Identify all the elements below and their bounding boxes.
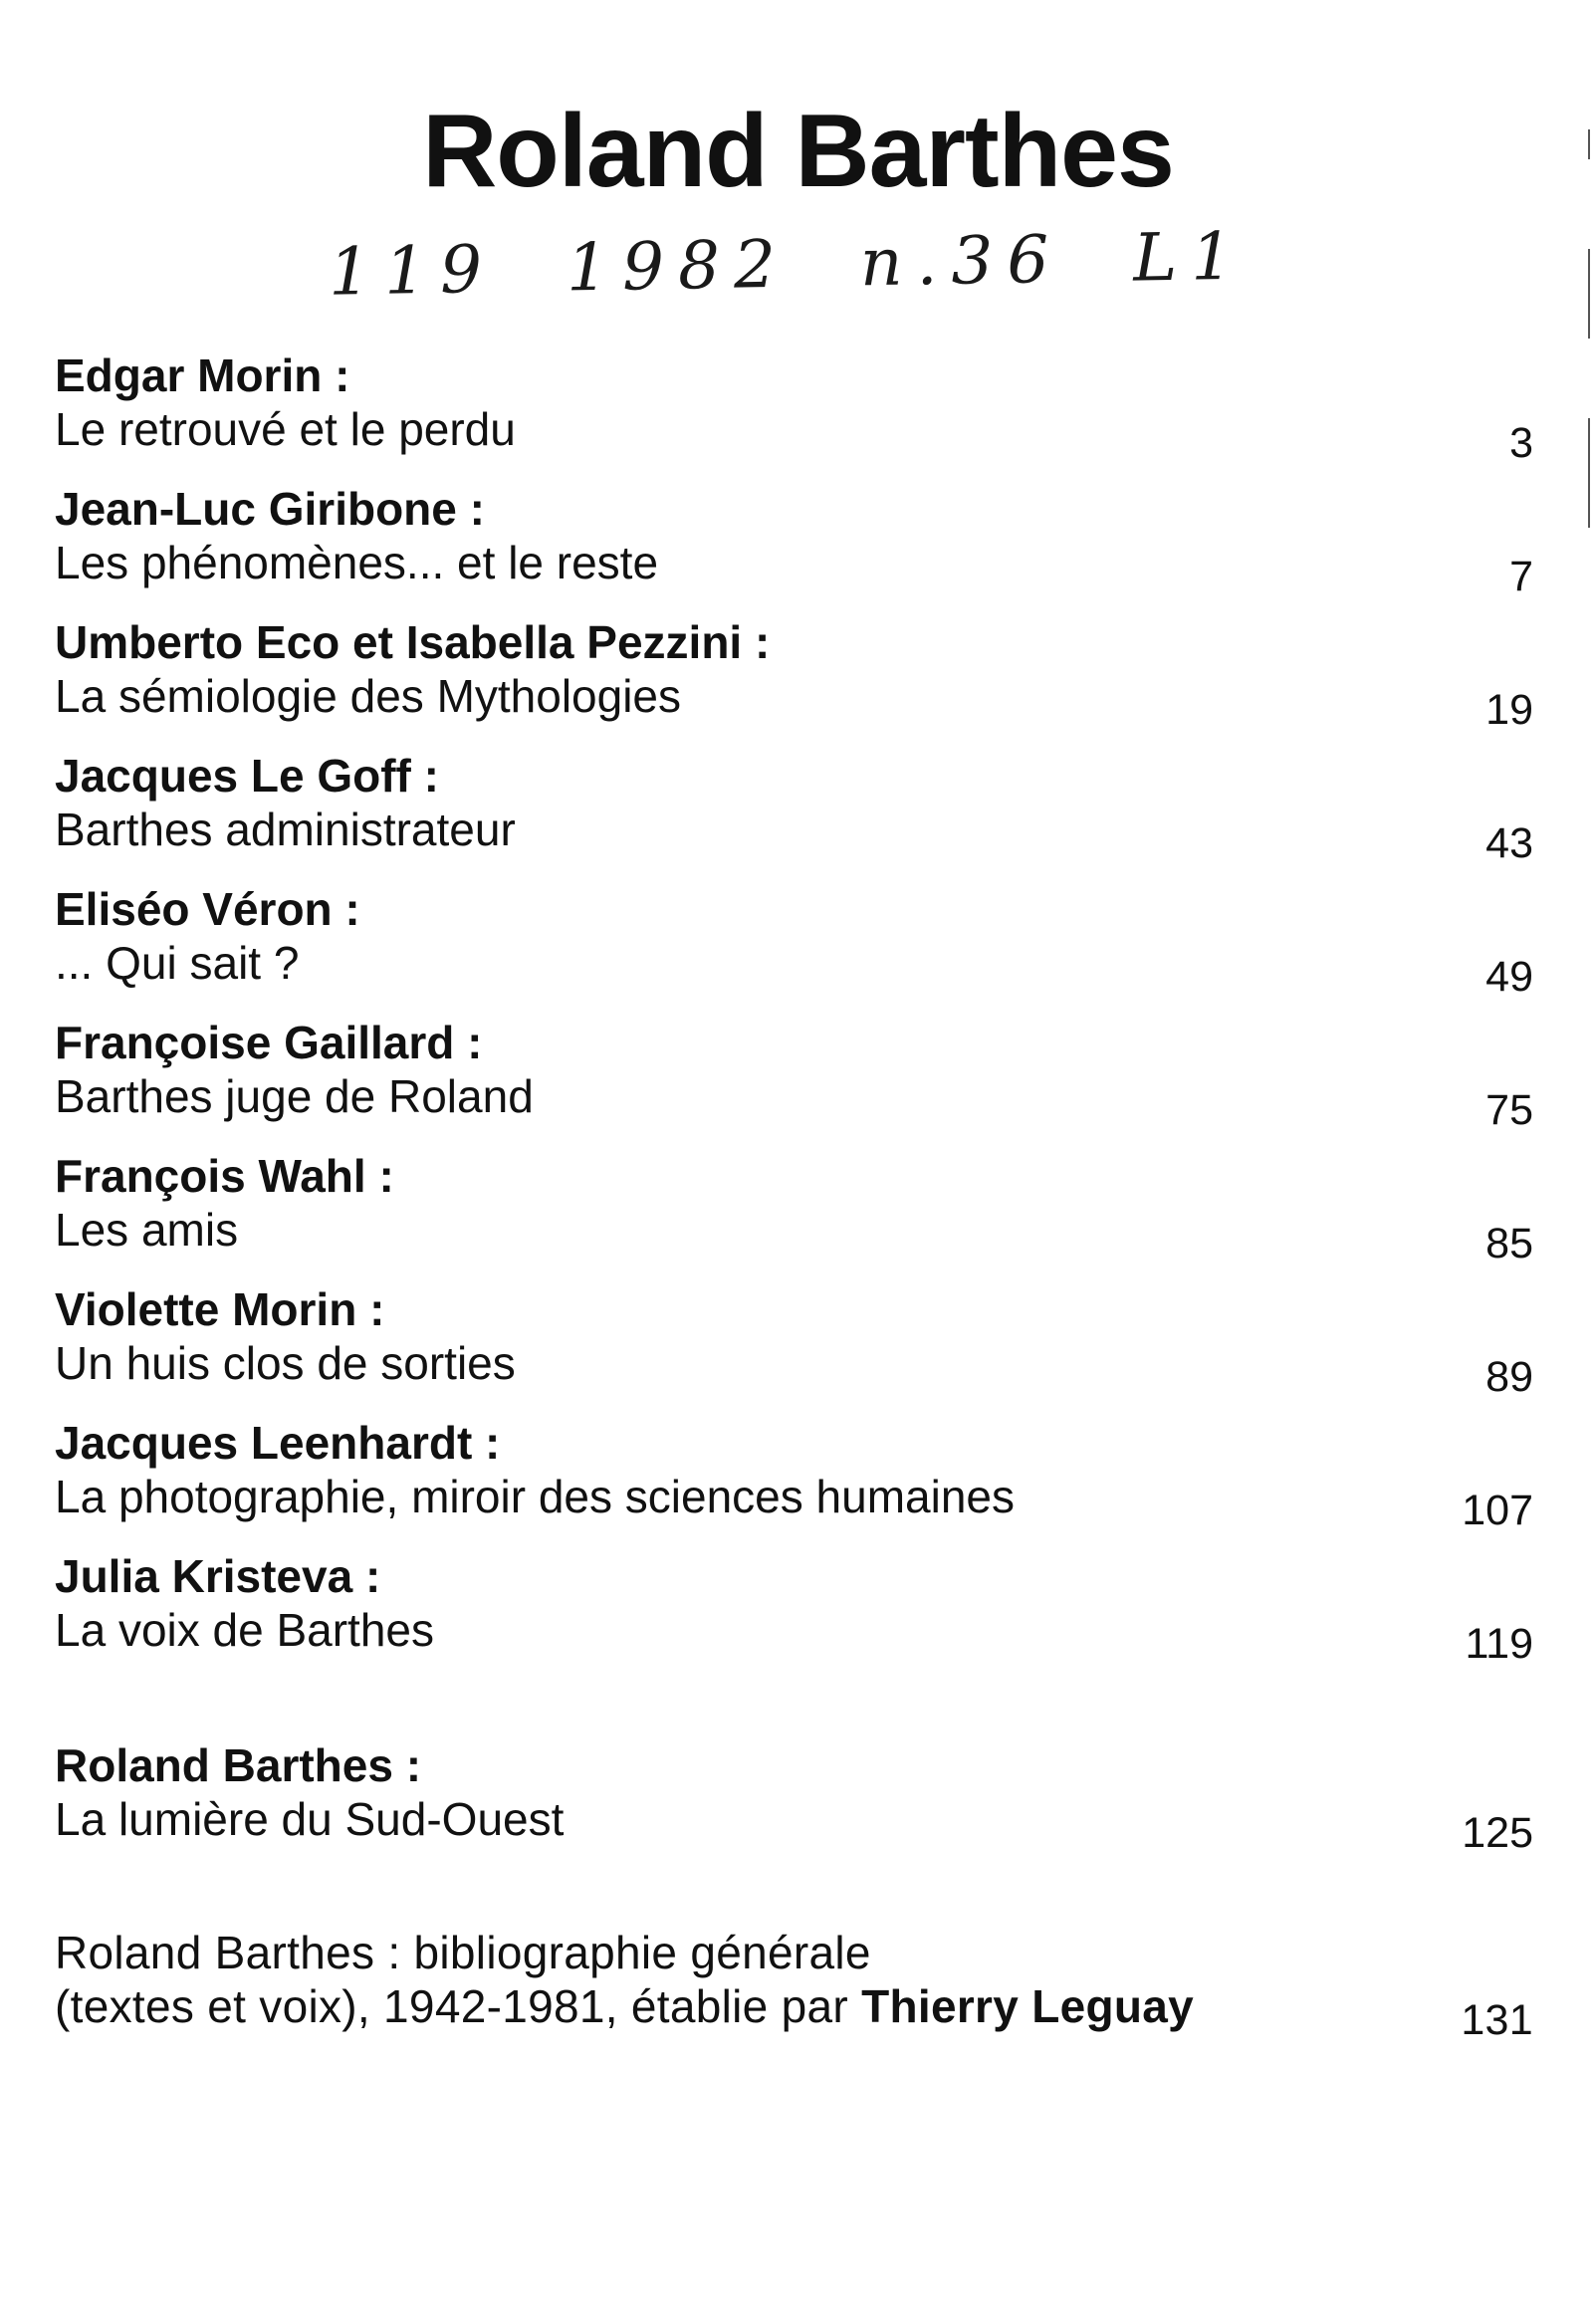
entry-page-number: 49 [1485, 953, 1533, 1001]
entry-line [55, 1792, 1533, 1857]
entry-title: Le retrouvé et le perdu [55, 403, 516, 455]
entry-line [55, 936, 1533, 1001]
entry-author: Roland Barthes : [55, 1739, 422, 1791]
entry-page-number: 119 [1465, 1620, 1533, 1668]
toc-entry [55, 1016, 1533, 1134]
page-title: Roland Barthes [422, 94, 1174, 209]
entry-line [55, 669, 1533, 734]
entry-page-number: 89 [1485, 1353, 1533, 1401]
entry-page-number: 107 [1462, 1487, 1533, 1534]
entry-title: Les phénomènes... et le reste [55, 537, 659, 588]
entry-page-number: 125 [1462, 1809, 1533, 1857]
bibliography-line-1: Roland Barthes : bibliographie générale [55, 1927, 871, 1978]
entry-line [55, 1069, 1533, 1134]
entry-line [55, 1203, 1533, 1267]
toc-entry [55, 1549, 1533, 1668]
entry-title: Les amis [55, 1204, 239, 1256]
bibliography-line-2-text: (textes et voix), 1942-1981, établie par [55, 1980, 862, 2032]
entry-page-number: 19 [1485, 686, 1533, 734]
toc-entry [55, 749, 1533, 867]
bibliography-entry [55, 1926, 1533, 2044]
entry-line [55, 1470, 1533, 1534]
entry-author: Eliséo Véron : [55, 883, 360, 935]
entry-line [55, 1603, 1533, 1668]
entry-title: Barthes administrateur [55, 804, 516, 855]
entry-title: ... Qui sait ? [55, 937, 300, 989]
entry-line [55, 1336, 1533, 1401]
entry-line [55, 402, 1533, 467]
bibliography-line-2 [55, 1979, 1533, 2044]
toc-entry [55, 1416, 1533, 1534]
entry-author: François Wahl : [55, 1150, 394, 1202]
entry-author: Françoise Gaillard : [55, 1017, 483, 1068]
entry-title: La voix de Barthes [55, 1604, 435, 1656]
entry-title: La lumière du Sud-Ouest [55, 1793, 565, 1845]
toc-entry [55, 615, 1533, 734]
handwritten-note: 119 1982 n.36 L1 [328, 217, 1248, 311]
entry-page-number: 7 [1509, 553, 1533, 600]
entry-author: Edgar Morin : [55, 349, 350, 401]
entry-author: Julia Kristeva : [55, 1550, 381, 1602]
entry-page-number: 85 [1485, 1220, 1533, 1267]
entry-page-number: 43 [1485, 819, 1533, 867]
entry-title: Un huis clos de sorties [55, 1337, 516, 1389]
entry-page-number: 3 [1509, 419, 1533, 467]
entry-author: Jean-Luc Giribone : [55, 483, 485, 535]
entry-title: La sémiologie des Mythologies [55, 670, 682, 722]
entry-author: Umberto Eco et Isabella Pezzini : [55, 616, 771, 668]
toc-entry [55, 882, 1533, 1001]
toc-entry [55, 348, 1533, 467]
bibliography-page-number: 131 [1461, 1996, 1533, 2044]
toc-entry [55, 482, 1533, 600]
scan-edge-mark [1588, 249, 1590, 339]
entry-page-number: 75 [1485, 1086, 1533, 1134]
entry-author: Jacques Le Goff : [55, 750, 439, 802]
toc-entry [55, 1282, 1533, 1401]
scan-edge-mark [1588, 418, 1590, 528]
entry-line [55, 536, 1533, 600]
toc-entry [55, 1738, 1533, 1857]
entry-title: La photographie, miroir des sciences humaines [55, 1471, 1015, 1522]
scan-edge-mark [1588, 129, 1590, 159]
toc-entry [55, 1149, 1533, 1267]
entry-author: Jacques Leenhardt : [55, 1417, 501, 1469]
entry-line [55, 803, 1533, 867]
entry-author: Violette Morin : [55, 1283, 385, 1335]
bibliography-compiler: Thierry Leguay [861, 1980, 1195, 2032]
entry-title: Barthes juge de Roland [55, 1070, 534, 1122]
